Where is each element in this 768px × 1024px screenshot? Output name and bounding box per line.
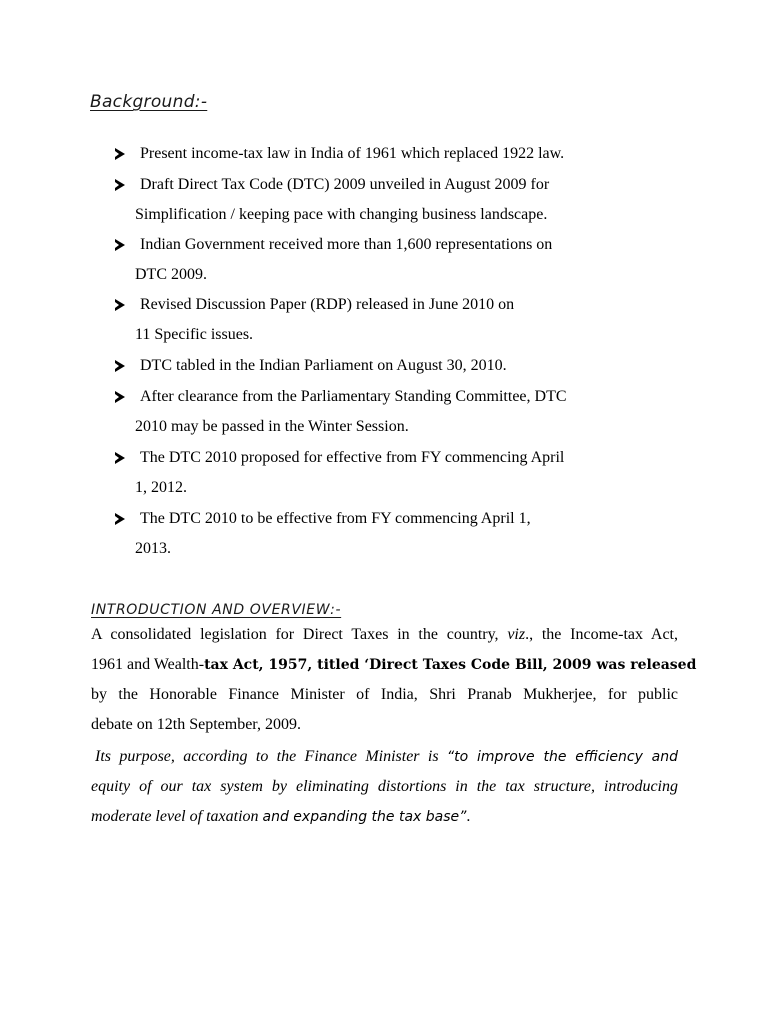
paragraph-line: debate on 12th September, 2009.	[91, 716, 301, 733]
italic-text-run: viz	[507, 626, 526, 643]
bullet-text: Revised Discussion Paper (RDP) released in June 2010 on	[140, 296, 515, 313]
paragraph-line	[91, 742, 678, 772]
quote-text-run: “to improve the efficiency and	[446, 749, 679, 765]
bullet-text: The DTC 2010 proposed for effective from FY commencing April	[140, 449, 565, 466]
arrow-bullet-icon	[115, 299, 125, 311]
paragraph-line	[91, 802, 678, 832]
text-run: .	[466, 808, 471, 825]
bullet-text-continuation: 11 Specific issues.	[135, 326, 254, 343]
text-run: ., the Income-tax Act,	[525, 626, 678, 643]
bullet-text-continuation: 2010 may be passed in the Winter Session.	[135, 418, 409, 435]
arrow-bullet-icon	[115, 452, 125, 464]
paragraph-line: equity of our tax system by eliminating distortions in the tax structure, introducing	[91, 778, 678, 795]
italic-text-run: Its purpose, according to the Finance Minister is	[95, 748, 439, 765]
bullet-text: Draft Direct Tax Code (DTC) 2009 unveiled in August 2009 for	[140, 176, 550, 193]
text-run: A consolidated legislation for Direct Taxes in the country,	[91, 626, 499, 643]
text-run: 1961 and Wealth-	[91, 656, 205, 673]
arrow-bullet-icon	[115, 391, 125, 403]
bullet-text-continuation: DTC 2009.	[135, 266, 207, 283]
bold-text-run: tax Act, 1957, titled ‘Direct Taxes Code Bill, 2009 was released	[204, 657, 697, 673]
quote-text-run: and expanding the tax base”	[262, 809, 467, 825]
arrow-bullet-icon	[115, 239, 125, 251]
paragraph-line	[91, 620, 678, 650]
bullet-text: Present income-tax law in India of 1961 which replaced 1922 law.	[140, 145, 565, 162]
paragraph-line: by the Honorable Finance Minister of India, Shri Pranab Mukherjee, for public	[91, 686, 678, 703]
arrow-bullet-icon	[115, 179, 125, 191]
paragraph-line	[91, 650, 697, 680]
background-heading: Background:-	[90, 92, 208, 112]
arrow-bullet-icon	[115, 513, 125, 525]
purpose-quote-paragraph	[91, 742, 678, 832]
introduction-heading: INTRODUCTION AND OVERVIEW:-	[91, 602, 342, 618]
arrow-bullet-icon	[115, 148, 125, 160]
bullet-text-continuation: Simplification / keeping pace with changing business landscape.	[135, 206, 548, 223]
bullet-text-continuation: 1, 2012.	[135, 479, 187, 496]
italic-text-run: moderate level of taxation	[91, 808, 259, 825]
introduction-paragraph	[91, 620, 697, 740]
bullet-text: Indian Government received more than 1,600 representations on	[140, 236, 553, 253]
bullet-text: After clearance from the Parliamentary Standing Committee, DTC	[140, 388, 567, 405]
bullet-text: DTC tabled in the Indian Parliament on August 30, 2010.	[140, 357, 507, 374]
arrow-bullet-icon	[115, 360, 125, 372]
bullet-text: The DTC 2010 to be effective from FY commencing April 1,	[140, 510, 531, 527]
bullet-text-continuation: 2013.	[135, 540, 171, 557]
